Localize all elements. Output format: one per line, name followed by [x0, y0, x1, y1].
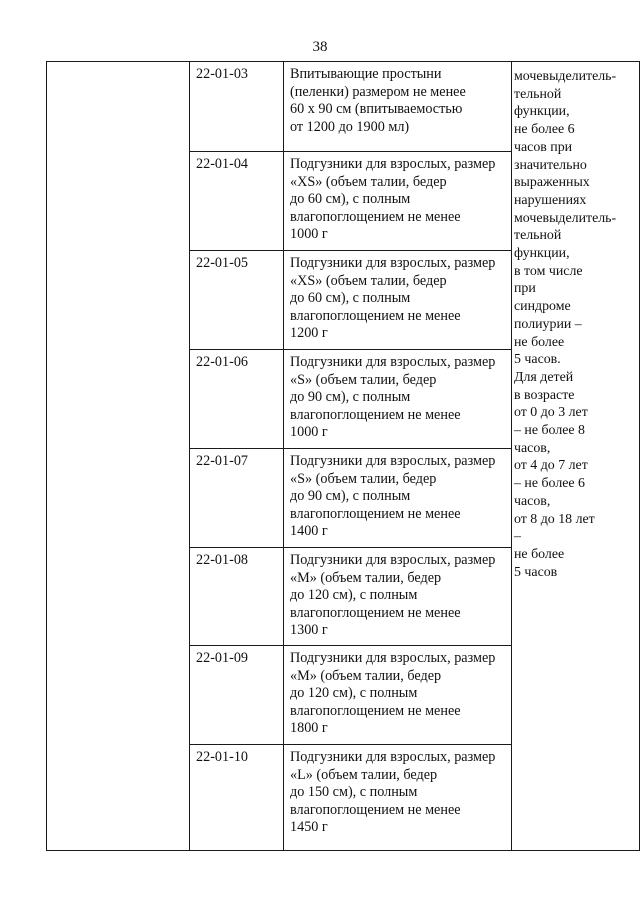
empty-cell [47, 62, 190, 851]
table-row [47, 62, 640, 152]
product-name-line: до 90 см), с полным [290, 488, 411, 505]
note-line: от 4 до 7 лет [514, 458, 588, 474]
code-cell: 22-01-08 [190, 548, 284, 646]
product-name-line: влагопоглощением не менее [290, 604, 461, 621]
product-name-line: влагопоглощением не менее [290, 801, 461, 818]
note-line: мочевыделитель- [514, 69, 617, 84]
product-name-line: (пеленки) размером не менее [290, 83, 466, 100]
note-line: функции, [514, 246, 570, 262]
note-line: в том числе [514, 263, 583, 279]
note-line: тельной [514, 228, 562, 244]
product-name-line: «M» (объем талии, бедер [290, 667, 442, 684]
product-name-line: Подгузники для взрослых, размер [290, 255, 496, 271]
code-cell: 22-01-04 [190, 152, 284, 251]
page-number: 38 [312, 39, 328, 55]
product-name-cell [284, 350, 512, 449]
note-line: тельной [514, 86, 562, 102]
product-name-line: до 90 см), с полным [290, 389, 411, 406]
product-name-line: до 60 см), с полным [290, 191, 411, 208]
product-name-line: 1400 г [290, 523, 328, 540]
code-cell: 22-01-05 [190, 251, 284, 350]
product-name-line: до 120 см), с полным [290, 685, 418, 702]
note-line: – не более 8 [514, 423, 585, 439]
code-cell: 22-01-07 [190, 449, 284, 548]
note-line: в возрасте [514, 387, 575, 403]
note-line: часов, [514, 440, 551, 456]
product-name-line: «XS» (объем талии, бедер [290, 272, 447, 289]
product-name-cell [284, 449, 512, 548]
code-cell: 22-01-03 [190, 62, 284, 152]
product-name-line: 1200 г [290, 325, 328, 342]
product-name-line: Подгузники для взрослых, размер [290, 156, 496, 172]
product-name-line: «M» (объем талии, бедер [290, 569, 442, 586]
product-name-line: влагопоглощением не менее [290, 505, 461, 522]
product-name-line: 1450 г [290, 819, 328, 836]
product-name-cell [284, 152, 512, 251]
product-name-line: от 1200 до 1900 мл) [290, 118, 410, 135]
product-name-line: влагопоглощением не менее [290, 406, 461, 423]
product-name-line: влагопоглощением не менее [290, 307, 461, 324]
product-name-line: «S» (объем талии, бедер [290, 371, 437, 388]
product-name-line: «L» (объем талии, бедер [290, 766, 438, 783]
note-line: нарушениях [514, 192, 587, 208]
product-name-line: влагопоглощением не менее [290, 702, 461, 719]
product-name-cell [284, 646, 512, 745]
product-name-cell [284, 62, 512, 152]
note-line: часов, [514, 493, 551, 509]
note-line: Для детей [514, 369, 574, 385]
product-name-cell [284, 251, 512, 350]
product-name-line: 1800 г [290, 720, 328, 737]
product-table [46, 61, 640, 851]
product-name-line: до 120 см), с полным [290, 587, 418, 604]
note-line: – не более 6 [514, 476, 585, 492]
product-name-line: Подгузники для взрослых, размер [290, 650, 496, 666]
note-line: не более 6 [514, 122, 575, 138]
note-line: полиурии – [514, 316, 582, 332]
note-line: при [514, 281, 536, 297]
product-name-line: Подгузники для взрослых, размер [290, 749, 496, 765]
code-cell: 22-01-06 [190, 350, 284, 449]
product-name-line: «XS» (объем талии, бедер [290, 173, 447, 190]
note-line: выраженных [514, 175, 590, 191]
note-line: 5 часов [514, 564, 558, 580]
product-name-line: Подгузники для взрослых, размер [290, 552, 496, 568]
product-name-line: Подгузники для взрослых, размер [290, 354, 496, 370]
note-line: – [514, 529, 521, 545]
note-line: 5 часов. [514, 352, 561, 368]
note-line: синдроме [514, 299, 571, 315]
product-name-line: «S» (объем талии, бедер [290, 470, 437, 487]
code-cell: 22-01-09 [190, 646, 284, 745]
code-cell: 22-01-10 [190, 745, 284, 851]
product-name-line: Подгузники для взрослых, размер [290, 453, 496, 469]
product-name-line: до 150 см), с полным [290, 784, 418, 801]
product-name-line: 1000 г [290, 424, 328, 441]
note-line: от 0 до 3 лет [514, 405, 588, 421]
product-name-line: 1300 г [290, 622, 328, 639]
note-line: не более [514, 546, 565, 562]
product-name-line: 60 x 90 см (впитываемостью [290, 101, 463, 118]
note-line: значительно [514, 157, 587, 173]
product-name-line: до 60 см), с полным [290, 290, 411, 307]
note-line: мочевыделитель- [514, 210, 617, 226]
note-line: часов при [514, 139, 573, 155]
note-line: от 8 до 18 лет [514, 511, 595, 527]
product-name-cell [284, 745, 512, 851]
note-line: функции, [514, 104, 570, 120]
product-name-line: 1000 г [290, 226, 328, 243]
product-name-cell [284, 548, 512, 646]
product-name-line: Впитывающие простыни [290, 66, 442, 82]
product-name-line: влагопоглощением не менее [290, 208, 461, 225]
note-cell [512, 62, 640, 851]
note-line: не более [514, 334, 565, 350]
